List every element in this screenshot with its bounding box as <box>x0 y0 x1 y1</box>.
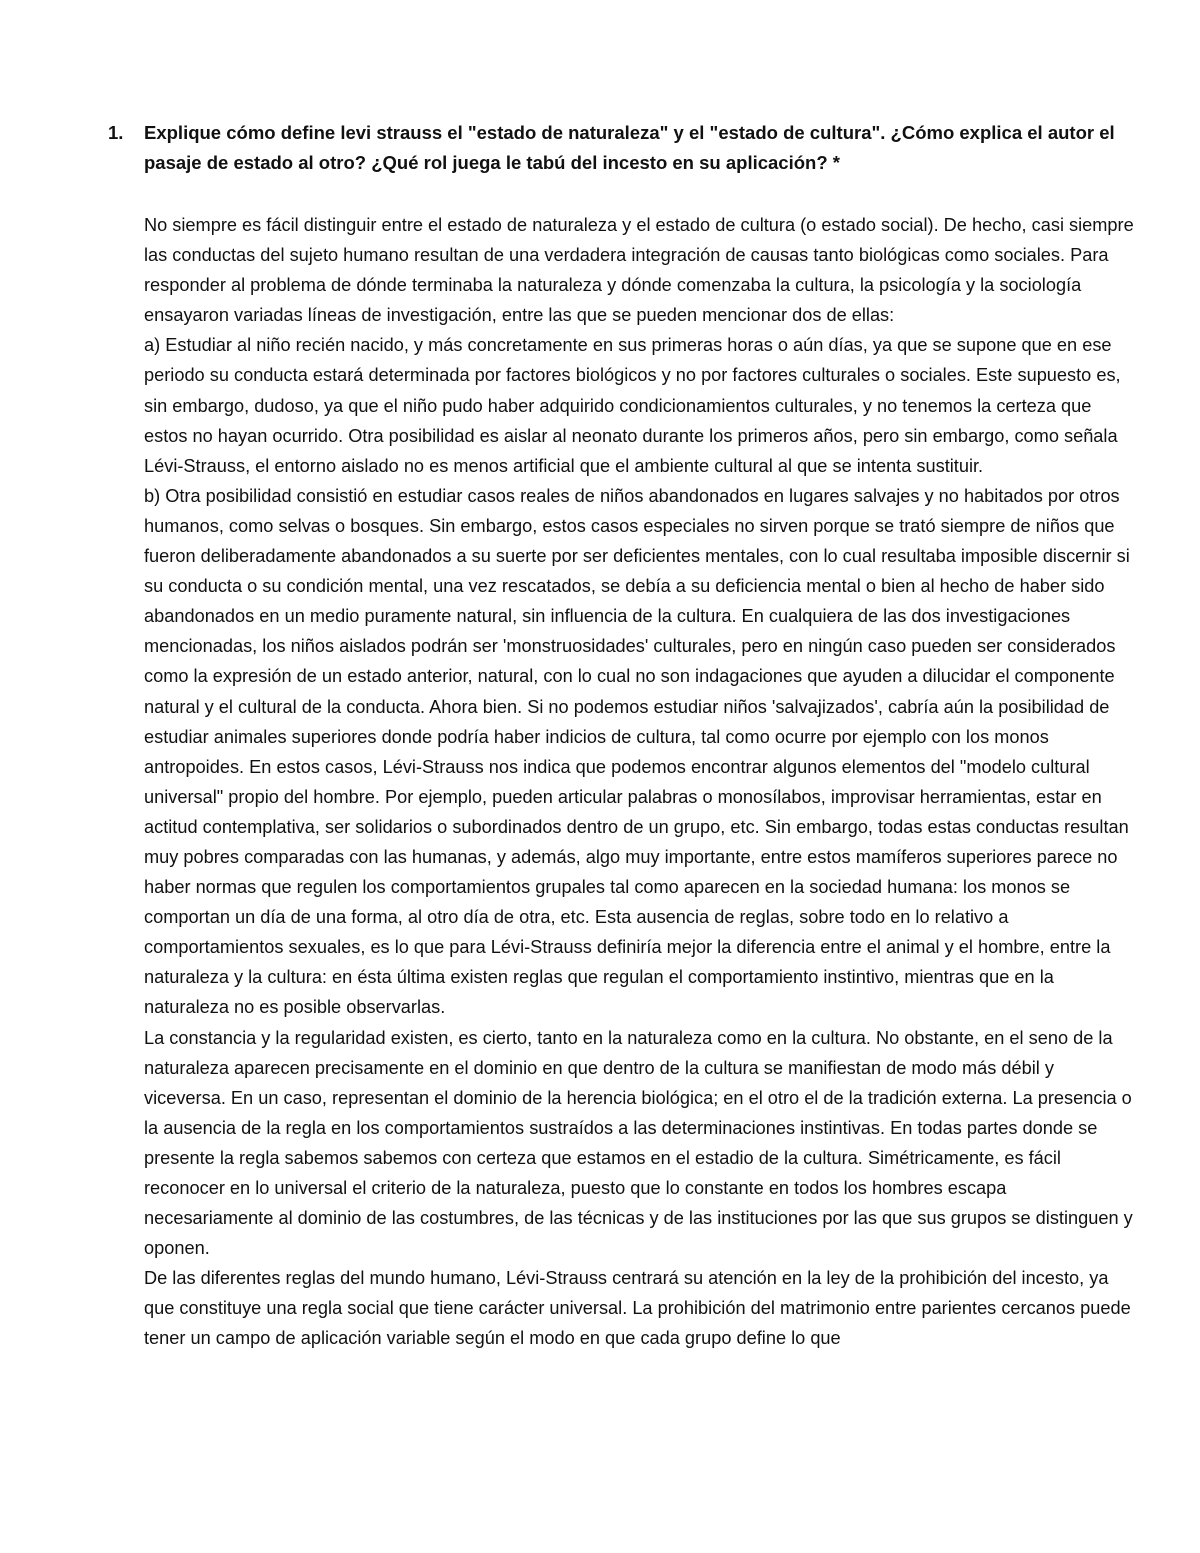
question-heading <box>108 118 1138 178</box>
answer-paragraph-reglas: De las diferentes reglas del mundo humano, Lévi-Strauss centrará su atención en la ley de la prohibición del incesto, ya que constituye una regla social que tiene carácter universal. La prohibición del matrimonio entre parientes cercanos puede tener un campo de aplicación variable según el modo en que cada grupo define lo que <box>144 1268 1131 1349</box>
question-number: 1. <box>108 122 124 143</box>
question-text: Explique cómo define levi strauss el "estado de naturaleza" y el "estado de cultura". ¿Cómo explica el autor el pasaje de estado al otro? ¿Qué rol juega le tabú del incesto en su aplicación? * <box>144 122 1115 173</box>
answer-paragraph-constancia: La constancia y la regularidad existen, es cierto, tanto en la naturaleza como en la cultura. No obstante, en el seno de la naturaleza aparecen precisamente en el dominio en que dentro de la cultura se manifiestan de modo más débil y viceversa. En un caso, representan el dominio de la herencia biológica; en el otro el de la tradición externa. La presencia o la ausencia de la regla en los comportamientos sustraídos a las determinaciones instintivas. En todas partes donde se presente la regla sabemos sabemos con certeza que estamos en el estadio de la cultura. Simétricamente, es fácil reconocer en lo universal el criterio de la naturaleza, puesto que lo constante en todos los hombres escapa necesariamente al dominio de las costumbres, de las técnicas y de las instituciones por las que sus grupos se distinguen y oponen. <box>144 1027 1133 1259</box>
answer-paragraph-intro: No siempre es fácil distinguir entre el estado de naturaleza y el estado de cultura (o estado social). De hecho, casi siempre las conductas del sujeto humano resultan de una verdadera integración de causas tanto biológicas como sociales. Para responder al problema de dónde terminaba la naturaleza y dónde comenzaba la cultura, la psicología y la sociología ensayaron variadas líneas de investigación, entre las que se pueden mencionar dos de ellas: <box>144 215 1134 326</box>
answer-paragraph-b: b) Otra posibilidad consistió en estudiar casos reales de niños abandonados en lugares salvajes y no habitados por otros humanos, como selvas o bosques. Sin embargo, estos casos especiales no sirven porque se trató siempre de niños que fueron deliberadamente abandonados a su suerte por ser deficientes mentales, con lo cual resultaba imposible discernir si su conducta o su condición mental, una vez rescatados, se debía a su deficiencia mental o bien al hecho de haber sido abandonados en un medio puramente natural, sin influencia de la cultura. En cualquiera de las dos investigaciones mencionadas, los niños aislados podrán ser 'monstruosidades' culturales, pero en ningún caso pueden ser considerados como la expresión de un estado anterior, natural, con lo cual no son indagaciones que ayuden a dilucidar el componente natural y el cultural de la conducta. Ahora bien. Si no podemos estudiar niños 'salvajizados', cabría aún la posibilidad de estudiar animales superiores donde podría haber indicios de cultura, tal como ocurre por ejemplo con los monos antropoides. En estos casos, Lévi-Strauss nos indica que podemos encontrar algunos elementos del "modelo cultural universal" propio del hombre. Por ejemplo, pueden articular palabras o monosílabos, improvisar herramientas, estar en actitud contemplativa, ser solidarios o subordinados dentro de un grupo, etc. Sin embargo, todas estas conductas resultan muy pobres comparadas con las humanas, y además, algo muy importante, entre estos mamíferos superiores parece no haber normas que regulen los comportamientos grupales tal como aparecen en la sociedad humana: los monos se comportan un día de una forma, al otro día de otra, etc. Esta ausencia de reglas, sobre todo en lo relativo a comportamientos sexuales, es lo que para Lévi-Strauss definiría mejor la diferencia entre el animal y el hombre, entre la naturaleza y la cultura: en ésta última existen reglas que regulan el comportamiento instintivo, mientras que en la naturaleza no es posible observarlas. <box>144 485 1130 1018</box>
answer-body <box>144 210 1134 1354</box>
answer-paragraph-a: a) Estudiar al niño recién nacido, y más concretamente en sus primeras horas o aún días, ya que se supone que en ese periodo su conducta estará determinada por factores biológicos y no por factores culturales o sociales. Este supuesto es, sin embargo, dudoso, ya que el niño pudo haber adquirido condicionamientos culturales, y no tenemos la certeza que estos no hayan ocurrido. Otra posibilidad es aislar al neonato durante los primeros años, pero sin embargo, como señala Lévi-Strauss, el entorno aislado no es menos artificial que el ambiente cultural al que se intenta sustituir. <box>144 335 1121 476</box>
